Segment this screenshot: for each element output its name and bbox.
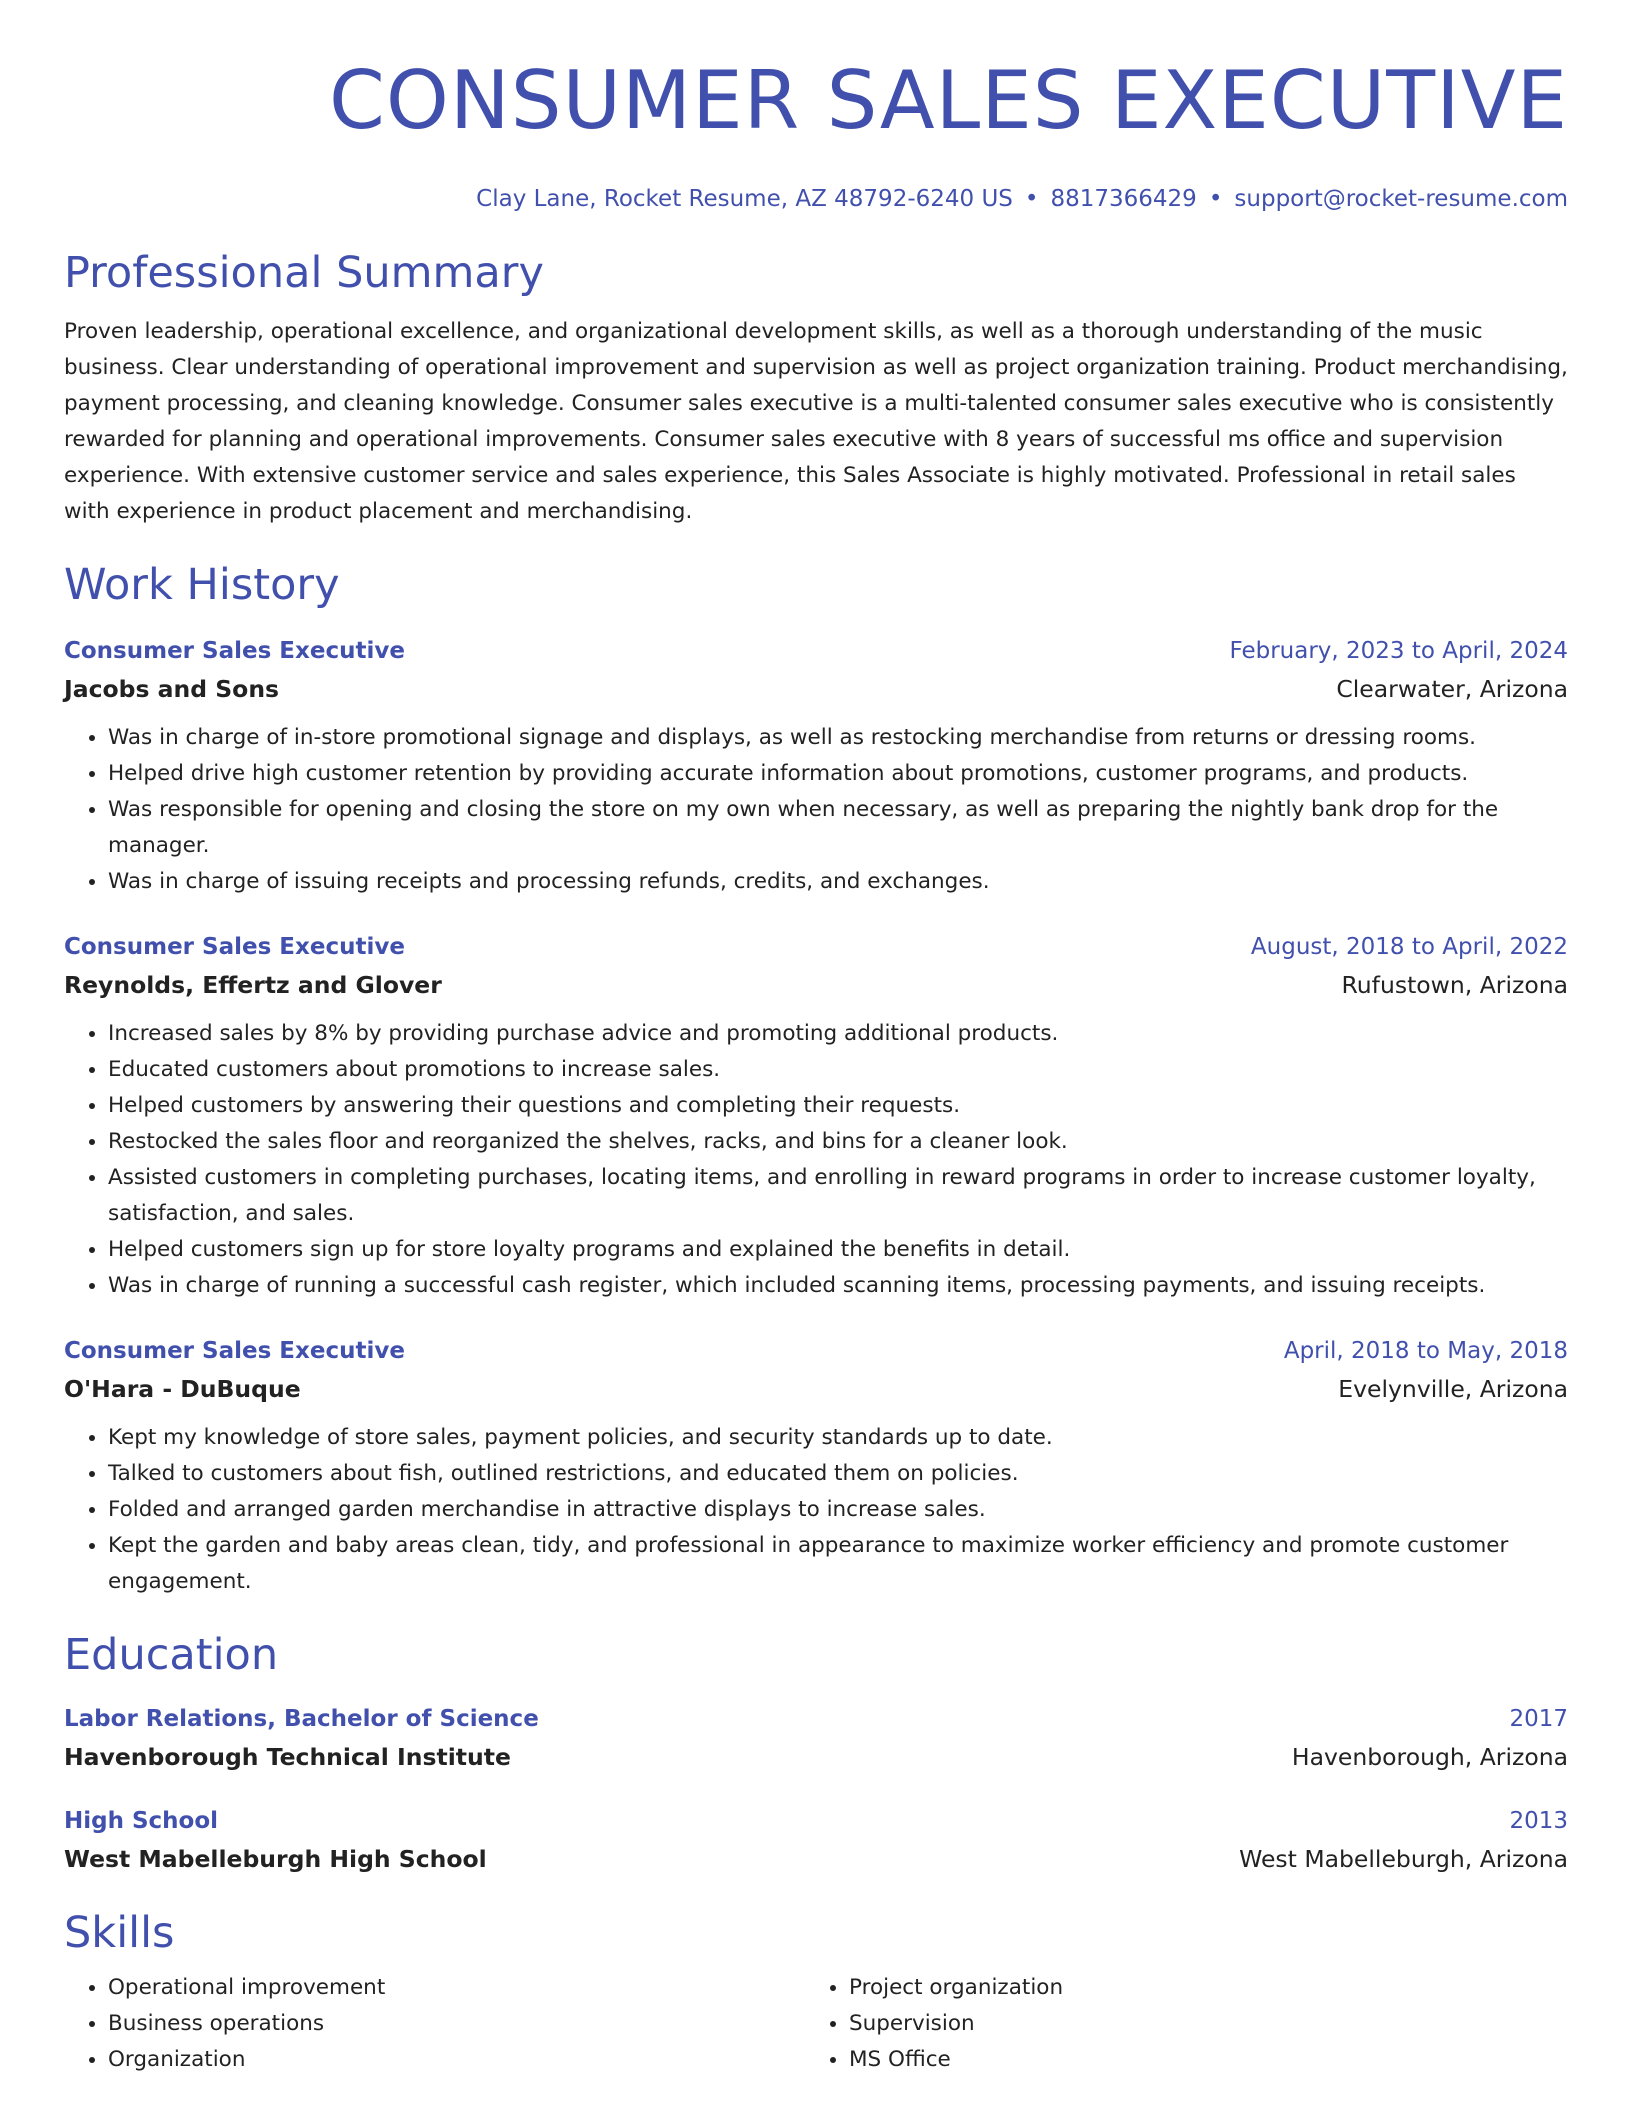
degree: High School (64, 1808, 219, 1834)
job-bullet: • Was in charge of in-store promotional signage and displays, as well as restocking merchandise from returns or dressing rooms. (108, 720, 1568, 756)
job-bullets (64, 720, 1568, 900)
job-title: Consumer Sales Executive (64, 638, 405, 664)
skill-item: • Supervision (849, 2006, 1546, 2042)
graduation-year: 2017 (1509, 1706, 1568, 1732)
job-company: Reynolds, Effertz and Glover (64, 971, 442, 999)
contact-line (64, 184, 1568, 214)
skill-item: • Organization (108, 2042, 805, 2078)
job-location: Evelynville, Arizona (1338, 1375, 1568, 1403)
job-bullet: • Restocked the sales floor and reorganized the shelves, racks, and bins for a cleaner look. (108, 1124, 1568, 1160)
work-history-heading: Work History (64, 560, 340, 610)
candidate-title: CONSUMER SALES EXECUTIVE (329, 54, 1568, 147)
contact-separator: • (1208, 186, 1223, 212)
school-name: West Mabelleburgh High School (64, 1845, 487, 1873)
job-location: Clearwater, Arizona (1336, 675, 1568, 703)
job-title: Consumer Sales Executive (64, 934, 405, 960)
degree: Labor Relations, Bachelor of Science (64, 1706, 539, 1732)
job-dates: April, 2018 to May, 2018 (1283, 1338, 1568, 1364)
job-bullets (64, 1016, 1568, 1304)
job-bullet: • Was in charge of issuing receipts and processing refunds, credits, and exchanges. (108, 864, 1568, 900)
skill-item: • MS Office (849, 2042, 1546, 2078)
education-heading: Education (64, 1630, 279, 1680)
job-bullet: • Helped drive high customer retention by providing accurate information about promotions, customer programs, and products. (108, 756, 1568, 792)
skill-item: • Business operations (108, 2006, 805, 2042)
resume-header (64, 0, 1568, 214)
school-location: Havenborough, Arizona (1291, 1743, 1568, 1771)
school-name: Havenborough Technical Institute (64, 1743, 511, 1771)
job-dates: August, 2018 to April, 2022 (1250, 934, 1568, 960)
summary-text: Proven leadership, operational excellence, and organizational development skills, as well as a thorough understanding of the music business. Clear understanding of operational improvement and supervision as well as project organization training. Product merchandising, payment processing, and cleaning knowledge. Consumer sales executive is a multi-talented consumer sales executive who is consistently rewarded for planning and operational improvements. Consumer sales executive with 8 years of successful ms office and supervision experience. With extensive customer service and sales experience, this Sales Associate is highly motivated. Professional in retail sales with experience in product placement and merchandising. (64, 319, 1568, 524)
job-entry (64, 928, 1568, 1304)
summary-heading: Professional Summary (64, 248, 544, 298)
job-bullet: • Kept the garden and baby areas clean, tidy, and professional in appearance to maximize worker efficiency and promote customer engagement. (108, 1528, 1568, 1600)
job-bullet: • Folded and arranged garden merchandise in attractive displays to increase sales. (108, 1492, 1568, 1528)
job-bullet: • Assisted customers in completing purchases, locating items, and enrolling in reward programs in order to increase customer loyalty, satisfaction, and sales. (108, 1160, 1568, 1232)
job-bullet: • Helped customers sign up for store loyalty programs and explained the benefits in detail. (108, 1232, 1568, 1268)
skill-item: • Project organization (849, 1970, 1546, 2006)
contact-phone: 8817366429 (1050, 186, 1197, 212)
skills-list (64, 1970, 1568, 2078)
skill-item: • Operational improvement (108, 1970, 805, 2006)
education-entry (64, 1802, 1568, 1878)
job-location: Rufustown, Arizona (1341, 971, 1568, 999)
education-entry (64, 1700, 1568, 1776)
job-entry (64, 1332, 1568, 1600)
job-company: O'Hara - DuBuque (64, 1375, 301, 1403)
contact-email: support@rocket-resume.com (1234, 186, 1568, 212)
job-company: Jacobs and Sons (64, 675, 280, 703)
job-dates: February, 2023 to April, 2024 (1229, 638, 1568, 664)
graduation-year: 2013 (1509, 1808, 1568, 1834)
job-bullet: • Kept my knowledge of store sales, payment policies, and security standards up to date. (108, 1420, 1568, 1456)
job-bullet: • Educated customers about promotions to increase sales. (108, 1052, 1568, 1088)
job-bullet: • Increased sales by 8% by providing purchase advice and promoting additional products. (108, 1016, 1568, 1052)
school-location: West Mabelleburgh, Arizona (1239, 1845, 1568, 1873)
job-bullets (64, 1420, 1568, 1600)
skills-column-right (805, 1970, 1546, 2078)
contact-separator: • (1024, 186, 1039, 212)
job-bullet: • Was responsible for opening and closing the store on my own when necessary, as well as preparing the nightly bank drop for the manager. (108, 792, 1568, 864)
job-bullet: • Talked to customers about fish, outlined restrictions, and educated them on policies. (108, 1456, 1568, 1492)
job-bullet: • Helped customers by answering their questions and completing their requests. (108, 1088, 1568, 1124)
job-entry (64, 632, 1568, 900)
job-title: Consumer Sales Executive (64, 1338, 405, 1364)
job-bullet: • Was in charge of running a successful cash register, which included scanning items, processing payments, and issuing receipts. (108, 1268, 1568, 1304)
contact-address: Clay Lane, Rocket Resume, AZ 48792-6240 US (476, 186, 1013, 212)
skills-heading: Skills (64, 1908, 175, 1958)
skills-column-left (64, 1970, 805, 2078)
